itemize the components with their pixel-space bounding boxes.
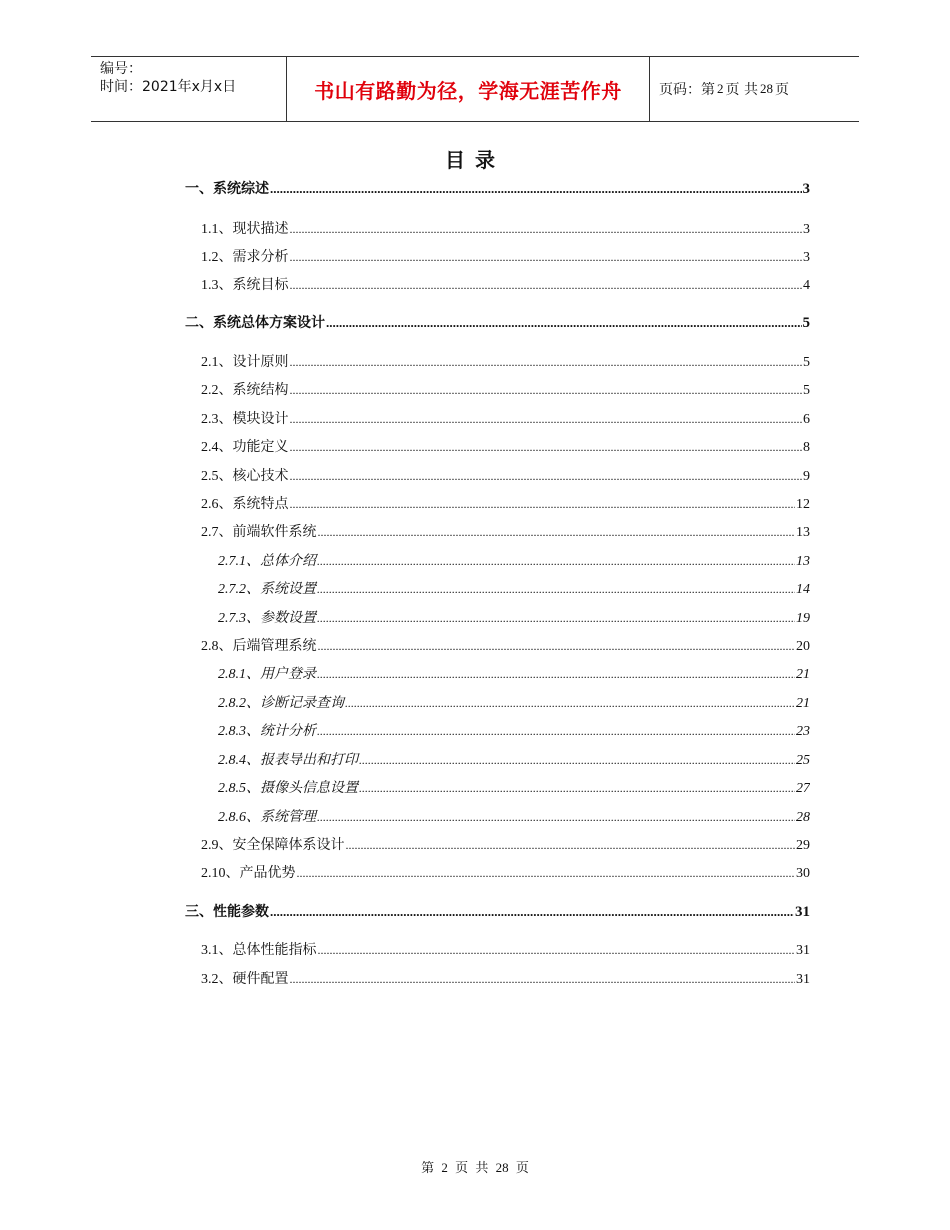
toc-entry-label: 2.9、安全保障体系设计 — [201, 838, 345, 853]
toc-entry[interactable] — [201, 246, 810, 266]
header-page-info — [650, 57, 859, 121]
toc-entry-page: 31 — [796, 943, 810, 958]
toc-leader — [317, 810, 795, 825]
toc-leader — [359, 753, 795, 768]
toc-leader — [290, 497, 796, 512]
toc-entry-page: 5 — [803, 355, 810, 370]
toc-entry-page: 13 — [796, 554, 810, 569]
toc-entry-page: 31 — [796, 972, 810, 987]
toc-entry-page: 3 — [803, 222, 810, 237]
toc-entry-page: 29 — [796, 838, 810, 853]
toc-entry-label: 2.8、后端管理系统 — [201, 639, 317, 654]
toc-entry[interactable] — [201, 968, 810, 988]
toc-entry-page: 31 — [795, 904, 810, 920]
toc-leader — [345, 696, 795, 711]
toc-entry-page: 5 — [803, 383, 810, 398]
header-meta — [91, 57, 287, 121]
toc-entry[interactable] — [218, 749, 810, 769]
toc-entry-page: 28 — [796, 810, 810, 825]
toc-leader — [290, 412, 803, 427]
toc-entry[interactable] — [201, 436, 810, 456]
toc-entry[interactable] — [201, 274, 810, 294]
toc-entry-label: 2.7.2、系统设置 — [218, 582, 316, 597]
toc-entry-label: 2.7、前端软件系统 — [201, 525, 317, 540]
toc-entry-label: 2.3、模块设计 — [201, 412, 289, 427]
toc-leader — [317, 667, 795, 682]
toc-leader — [318, 943, 796, 958]
toc-leader — [290, 469, 803, 484]
header-motto-cell — [287, 57, 650, 121]
toc-leader — [270, 181, 802, 197]
toc-entry-page: 8 — [803, 440, 810, 455]
toc-entry-label: 2.8.6、系统管理 — [218, 810, 316, 825]
toc-leader — [290, 250, 803, 265]
toc-entry-label: 2.8.4、报表导出和打印 — [218, 753, 358, 768]
toc-entry[interactable] — [201, 939, 810, 959]
toc-leader — [317, 724, 795, 739]
toc-entry-label: 2.5、核心技术 — [201, 469, 289, 484]
toc-entry-page: 23 — [796, 724, 810, 739]
toc-entry[interactable] — [218, 607, 810, 627]
document-number-label: 编号： — [100, 61, 142, 77]
toc-entry[interactable] — [201, 493, 810, 513]
toc-leader — [359, 781, 795, 796]
document-date-label: 时间：2021年x月x日 — [100, 79, 237, 95]
toc-entry-label: 1.2、需求分析 — [201, 250, 289, 265]
toc-leader — [270, 904, 794, 920]
toc-entry-page: 14 — [796, 582, 810, 597]
toc-leader — [290, 355, 803, 370]
toc-entry[interactable] — [218, 777, 810, 797]
toc-entry-page: 4 — [803, 278, 810, 293]
toc-leader — [290, 278, 803, 293]
toc-entry-page: 12 — [796, 497, 810, 512]
toc-entry[interactable] — [201, 351, 810, 371]
toc-entry[interactable] — [218, 663, 810, 683]
toc-leader — [318, 639, 796, 654]
toc-entry-page: 21 — [796, 696, 810, 711]
toc-entry-label: 2.8.2、诊断记录查询 — [218, 696, 344, 711]
toc-entry-page: 20 — [796, 639, 810, 654]
toc-title: 目录 — [445, 148, 505, 172]
toc-entry-label: 2.6、系统特点 — [201, 497, 289, 512]
toc-entry[interactable] — [185, 178, 810, 198]
toc-entry-label: 三、性能参数 — [185, 904, 269, 920]
toc-entry[interactable] — [201, 408, 810, 428]
toc-entry-page: 19 — [796, 611, 810, 626]
toc-entry-page: 3 — [803, 250, 810, 265]
toc-entry[interactable] — [218, 720, 810, 740]
toc-entry-label: 2.2、系统结构 — [201, 383, 289, 398]
toc-entry-page: 6 — [803, 412, 810, 427]
toc-entry-label: 1.1、现状描述 — [201, 222, 289, 237]
toc-entry[interactable] — [185, 901, 810, 921]
toc-entry-label: 2.4、功能定义 — [201, 440, 289, 455]
toc-leader — [346, 838, 796, 853]
page-mid: 页 共 — [725, 82, 758, 98]
toc-entry-label: 二、系统总体方案设计 — [185, 315, 325, 331]
toc-entry-page: 5 — [802, 315, 810, 331]
page-current: 2 — [717, 81, 724, 96]
toc-entry-label: 一、系统综述 — [185, 181, 269, 197]
toc-entry-label: 1.3、系统目标 — [201, 278, 289, 293]
toc-entry[interactable] — [218, 692, 810, 712]
toc-entry[interactable] — [201, 218, 810, 238]
page-total: 28 — [759, 81, 773, 96]
toc-entry[interactable] — [201, 521, 810, 541]
toc-leader — [290, 383, 803, 398]
toc-entry-label: 2.10、产品优势 — [201, 866, 296, 881]
toc-entry-label: 3.2、硬件配置 — [201, 972, 289, 987]
toc-entry-page: 25 — [796, 753, 810, 768]
toc-entry[interactable] — [201, 834, 810, 854]
toc-entry[interactable] — [201, 862, 810, 882]
page-prefix: 页码：第 — [659, 82, 715, 98]
toc-leader — [297, 866, 796, 881]
toc-entry[interactable] — [218, 806, 810, 826]
toc-entry[interactable] — [185, 312, 810, 332]
page-suffix: 页 — [774, 82, 789, 98]
toc-entry-label: 2.8.5、摄像头信息设置 — [218, 781, 358, 796]
toc-entry-page: 13 — [796, 525, 810, 540]
toc-entry-label: 2.1、设计原则 — [201, 355, 289, 370]
toc-entry-page: 3 — [802, 181, 810, 197]
toc-entry[interactable] — [201, 635, 810, 655]
toc-entry-page: 21 — [796, 667, 810, 682]
toc-entry-label: 2.8.3、统计分析 — [218, 724, 316, 739]
toc-leader — [290, 440, 803, 455]
header-motto: 书山有路勤为径，学海无涯苦作舟 — [314, 78, 622, 103]
toc-leader — [317, 582, 795, 597]
toc-leader — [290, 222, 803, 237]
page-header — [91, 56, 859, 122]
toc-entry[interactable] — [218, 578, 810, 598]
toc-entry-label: 2.8.1、用户登录 — [218, 667, 316, 682]
toc-entry-page: 9 — [803, 469, 810, 484]
toc-entry[interactable] — [201, 465, 810, 485]
page-footer: 第 2 页 共 28 页 — [421, 1160, 529, 1175]
toc-leader — [318, 525, 796, 540]
toc-entry-label: 2.7.1、总体介绍 — [218, 554, 316, 569]
toc-entry-label: 3.1、总体性能指标 — [201, 943, 317, 958]
toc-entry-page: 30 — [796, 866, 810, 881]
toc-entry[interactable] — [218, 550, 810, 570]
toc-leader — [317, 554, 795, 569]
toc-entry[interactable] — [201, 379, 810, 399]
toc-leader — [317, 611, 795, 626]
toc-leader — [326, 315, 802, 331]
toc-entry-label: 2.7.3、参数设置 — [218, 611, 316, 626]
toc-leader — [290, 972, 796, 987]
toc-entry-page: 27 — [796, 781, 810, 796]
